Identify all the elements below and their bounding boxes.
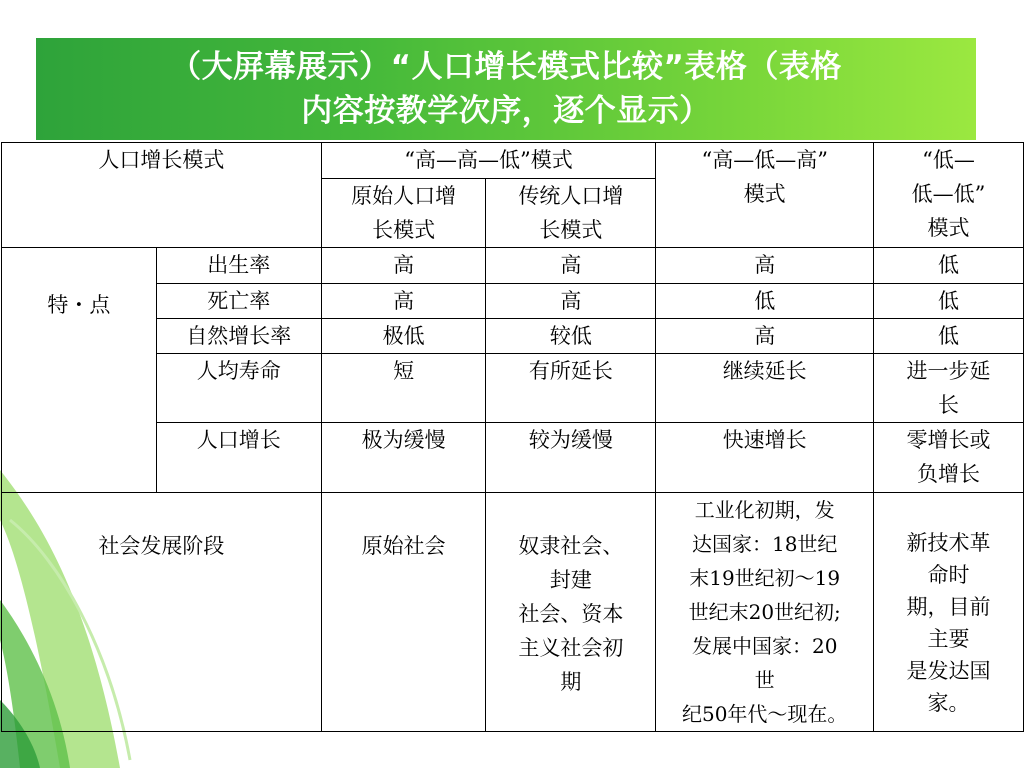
cell-natural-lll: 低	[874, 319, 1024, 354]
cell-death-lll: 低	[874, 284, 1024, 319]
row-label-death-rate: 死亡率	[156, 284, 321, 319]
row-label-population-growth: 人口增长	[156, 423, 321, 493]
row-label-birth-rate: 出生率	[156, 248, 321, 284]
cell-life-lll: 进一步延 长	[874, 354, 1024, 423]
cell-life-primitive: 短	[321, 354, 486, 423]
cell-birth-primitive: 高	[321, 248, 486, 284]
cell-stage-traditional: 奴隶社会、 封建 社会、资本 主义社会初 期	[486, 493, 656, 732]
banner-line-1: （大屏幕展示）“人口增长模式比较”表格（表格	[170, 49, 842, 85]
cell-death-traditional: 高	[486, 284, 656, 319]
cell-stage-hlh: 工业化初期，发 达国家：18世纪 末19世纪初～19 世纪末20世纪初; 发展中国家：20 世 纪50年代～现在。	[656, 493, 874, 732]
header-traditional-mode: 传统人口增 长模式	[486, 179, 656, 248]
cell-growth-primitive: 极为缓慢	[321, 423, 486, 493]
population-growth-table	[1, 142, 1024, 732]
row-label-life-expectancy: 人均寿命	[156, 354, 321, 423]
cell-natural-traditional: 较低	[486, 319, 656, 354]
cell-life-hlh: 继续延长	[656, 354, 874, 423]
row-label-natural-growth: 自然增长率	[156, 319, 321, 354]
cell-growth-lll: 零增长或 负增长	[874, 423, 1024, 493]
title-banner	[36, 38, 976, 140]
features-label: 特・点	[2, 248, 157, 493]
header-primitive-mode: 原始人口增 长模式	[321, 179, 486, 248]
header-mode: 人口增长模式	[2, 143, 322, 248]
cell-natural-hlh: 高	[656, 319, 874, 354]
row-label-social-stage: 社会发展阶段	[2, 493, 322, 732]
cell-growth-traditional: 较为缓慢	[486, 423, 656, 493]
header-high-high-low: “高—高—低”模式	[321, 143, 656, 179]
cell-birth-hlh: 高	[656, 248, 874, 284]
cell-natural-primitive: 极低	[321, 319, 486, 354]
cell-birth-lll: 低	[874, 248, 1024, 284]
cell-growth-hlh: 快速增长	[656, 423, 874, 493]
header-low-low-low: “低— 低—低” 模式	[874, 143, 1024, 248]
header-high-low-high: “高—低—高” 模式	[656, 143, 874, 248]
cell-death-primitive: 高	[321, 284, 486, 319]
cell-stage-primitive: 原始社会	[321, 493, 486, 732]
banner-line-2: 内容按教学次序，逐个显示）	[301, 93, 711, 129]
cell-stage-lll: 新技术革 命时 期，目前 主要 是发达国 家。	[874, 493, 1024, 732]
cell-death-hlh: 低	[656, 284, 874, 319]
cell-birth-traditional: 高	[486, 248, 656, 284]
cell-life-traditional: 有所延长	[486, 354, 656, 423]
